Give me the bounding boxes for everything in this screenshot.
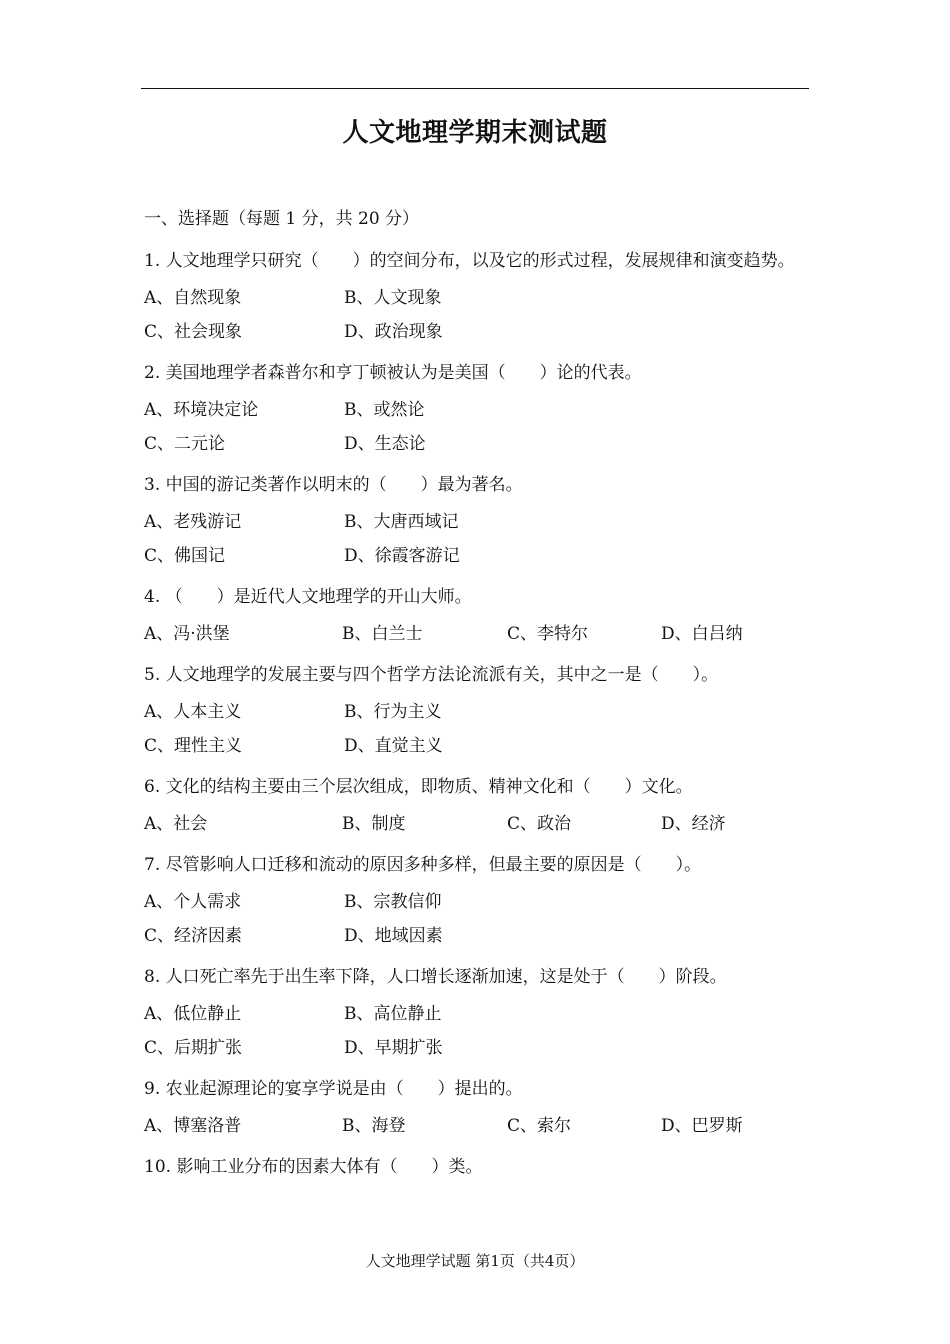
option-b: B、或然论 [344,399,425,420]
option-row [144,614,814,648]
option-row [144,1028,814,1062]
question-stem: 8. 人口死亡率先于出生率下降，人口增长逐渐加速，这是处于（ ）阶段。 [144,967,727,987]
option-c: C、佛国记 [144,545,226,566]
page-footer: 人文地理学试题 第1页（共4页） [365,1252,585,1270]
question-8 [144,961,814,1062]
top-rule [141,88,809,89]
option-row [144,312,814,346]
option-c: C、社会现象 [144,321,243,342]
option-b: B、高位静止 [344,1003,442,1024]
question-9 [144,1073,814,1140]
question-stem: 1. 人文地理学只研究（ ）的空间分布，以及它的形式过程，发展规律和演变趋势。 [144,251,795,271]
option-d: D、早期扩张 [344,1037,443,1058]
question-3 [144,469,814,570]
option-b: B、大唐西域记 [344,511,459,532]
option-a: A、个人需求 [144,891,242,912]
question-stem: 7. 尽管影响人口迁移和流动的原因多种多样，但最主要的原因是（ ）。 [144,855,702,875]
option-row [144,916,814,950]
option-row [144,390,814,424]
option-c: C、索尔 [507,1115,572,1136]
option-c: C、李特尔 [507,623,589,644]
question-5 [144,659,814,760]
question-2 [144,357,814,458]
option-row [144,1106,814,1140]
option-row [144,424,814,458]
option-a: A、低位静止 [144,1003,242,1024]
option-row [144,536,814,570]
option-c: C、后期扩张 [144,1037,243,1058]
page-title: 人文地理学期末测试题 [342,118,608,148]
option-b: B、行为主义 [344,701,442,722]
option-row [144,882,814,916]
question-stem: 2. 美国地理学者森普尔和亨丁顿被认为是美国（ ）论的代表。 [144,363,642,383]
option-d: D、生态论 [344,433,426,454]
question-6 [144,771,814,838]
question-stem: 9. 农业起源理论的宴享学说是由（ ）提出的。 [144,1079,523,1099]
option-c: C、经济因素 [144,925,243,946]
option-row [144,278,814,312]
option-c: C、二元论 [144,433,226,454]
option-row [144,502,814,536]
option-d: D、地域因素 [344,925,443,946]
option-a: A、社会 [144,813,208,834]
option-b: B、人文现象 [344,287,442,308]
option-a: A、人本主义 [144,701,242,722]
option-c: C、理性主义 [144,735,243,756]
option-b: B、白兰士 [342,623,423,644]
question-stem: 10. 影响工业分布的因素大体有（ ）类。 [144,1157,483,1177]
option-c: C、政治 [507,813,572,834]
option-a: A、环境决定论 [144,399,259,420]
option-d: D、政治现象 [344,321,443,342]
question-list [144,245,814,1195]
option-d: D、经济 [661,813,726,834]
question-4 [144,581,814,648]
question-7 [144,849,814,950]
option-d: D、徐霞客游记 [344,545,460,566]
option-d: D、直觉主义 [344,735,443,756]
option-b: B、海登 [342,1115,406,1136]
question-10 [144,1151,814,1184]
option-a: A、自然现象 [144,287,242,308]
option-a: A、老残游记 [144,511,242,532]
question-stem: 6. 文化的结构主要由三个层次组成，即物质、精神文化和（ ）文化。 [144,777,693,797]
option-b: B、宗教信仰 [344,891,442,912]
question-1 [144,245,814,346]
option-row [144,994,814,1028]
question-stem: 3. 中国的游记类著作以明末的（ ）最为著名。 [144,475,523,495]
option-b: B、制度 [342,813,406,834]
option-row [144,726,814,760]
question-stem: 5. 人文地理学的发展主要与四个哲学方法论流派有关，其中之一是（ ）。 [144,665,719,685]
option-d: D、白吕纳 [661,623,743,644]
option-row [144,692,814,726]
option-a: A、博塞洛普 [144,1115,242,1136]
option-a: A、冯·洪堡 [144,623,230,644]
option-row [144,804,814,838]
question-stem: 4. （ ）是近代人文地理学的开山大师。 [144,587,472,607]
section-heading: 一、选择题（每题 1 分，共 20 分） [144,209,420,229]
option-d: D、巴罗斯 [661,1115,743,1136]
